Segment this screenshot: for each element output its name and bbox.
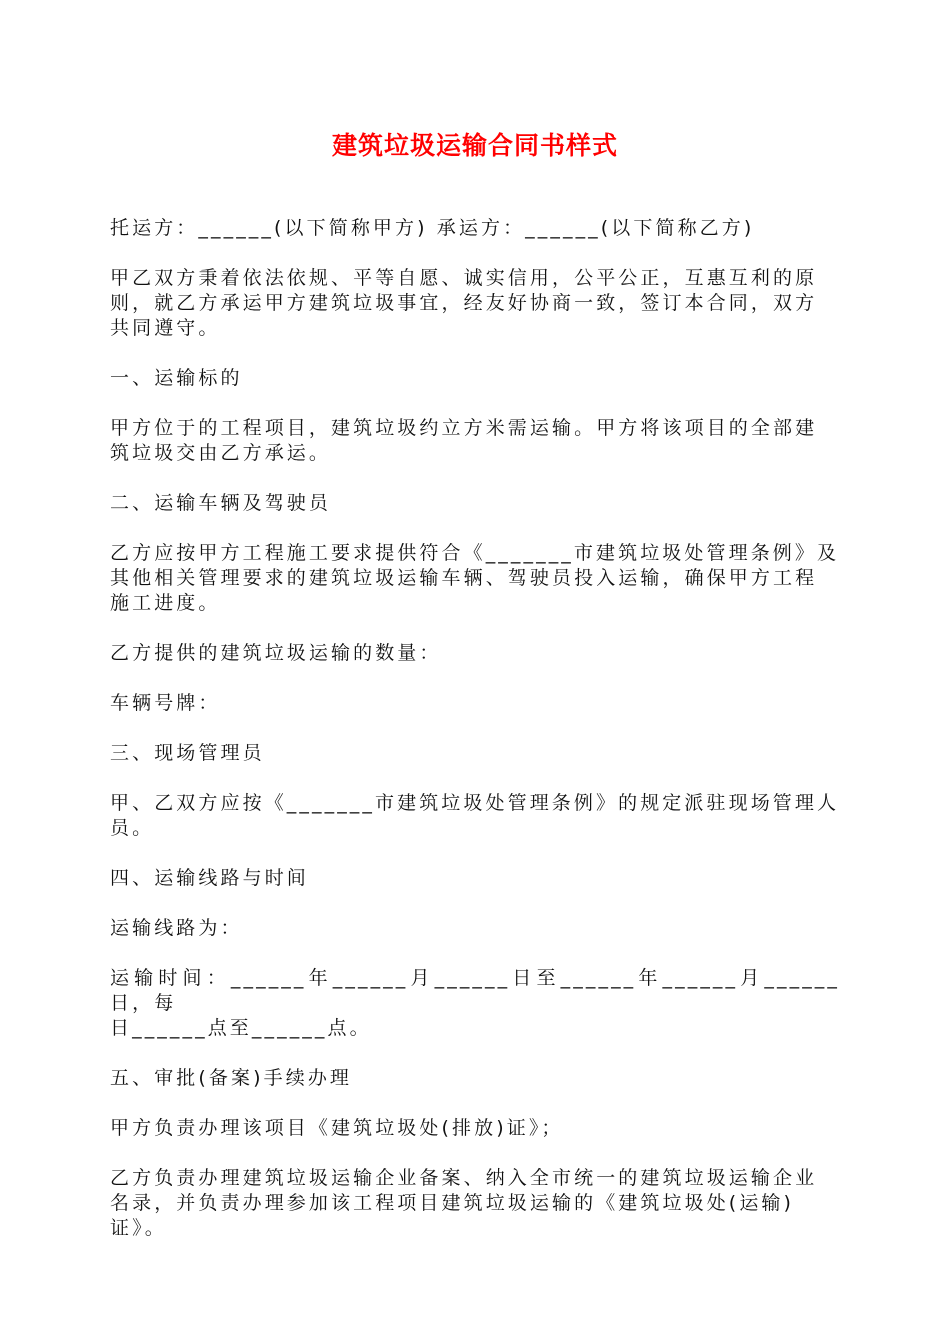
paragraph-line: 则，就乙方承运甲方建筑垃圾事宜，经友好协商一致，签订本合同，双方 <box>110 292 818 314</box>
paragraph-line: 筑垃圾交由乙方承运。 <box>110 442 332 464</box>
document-paragraph <box>110 416 840 466</box>
paragraph-line: 其他相关管理要求的建筑垃圾运输车辆、驾驶员投入运输，确保甲方工程 <box>110 567 818 589</box>
document-body <box>110 216 840 1266</box>
paragraph-line: 乙方负责办理建筑垃圾运输企业备案、纳入全市统一的建筑垃圾运输企业 <box>110 1167 818 1189</box>
paragraph-line: 二、运输车辆及驾驶员 <box>110 492 332 514</box>
document-paragraph <box>110 1066 840 1091</box>
document-paragraph <box>110 741 840 766</box>
document-paragraph <box>110 866 840 891</box>
paragraph-line: 五、审批(备案)手续办理 <box>110 1067 353 1089</box>
paragraph-line: 甲方位于的工程项目，建筑垃圾约立方米需运输。甲方将该项目的全部建 <box>110 417 818 439</box>
document-paragraph <box>110 266 840 341</box>
document-paragraph <box>110 691 840 716</box>
document-paragraph <box>110 1166 840 1241</box>
paragraph-line: 四、运输线路与时间 <box>110 867 309 889</box>
paragraph-line: 一、运输标的 <box>110 367 243 389</box>
paragraph-line: 日______点至______点。 <box>110 1017 372 1039</box>
document-paragraph <box>110 641 840 666</box>
document-paragraph <box>110 791 840 841</box>
paragraph-line: 甲、乙双方应按《_______市建筑垃圾处管理条例》的规定派驻现场管理人 <box>110 792 840 814</box>
document-title: 建筑垃圾运输合同书样式 <box>331 131 618 160</box>
paragraph-line: 甲方负责办理该项目《建筑垃圾处(排放)证》； <box>110 1117 564 1139</box>
document-paragraph <box>110 916 840 941</box>
paragraph-line: 运输时间：______年______月______日至______年______月______日，每 <box>110 967 840 1014</box>
document-paragraph <box>110 216 840 241</box>
paragraph-line: 三、现场管理员 <box>110 742 265 764</box>
paragraph-line: 车辆号牌： <box>110 692 221 714</box>
paragraph-line: 甲乙双方秉着依法依规、平等自愿、诚实信用，公平公正，互惠互利的原 <box>110 267 818 289</box>
paragraph-line: 乙方应按甲方工程施工要求提供符合《_______市建筑垃圾处管理条例》及 <box>110 542 840 564</box>
document-paragraph <box>110 1116 840 1141</box>
paragraph-line: 共同遵守。 <box>110 317 221 339</box>
document-paragraph <box>110 966 840 1041</box>
paragraph-line: 乙方提供的建筑垃圾运输的数量： <box>110 642 442 664</box>
document-paragraph <box>110 541 840 616</box>
document-paragraph <box>110 491 840 516</box>
paragraph-line: 员。 <box>110 817 155 839</box>
paragraph-line: 证》。 <box>110 1217 167 1239</box>
paragraph-line: 运输线路为： <box>110 917 243 939</box>
paragraph-line: 施工进度。 <box>110 592 221 614</box>
paragraph-line: 托运方：______(以下简称甲方) 承运方：______(以下简称乙方) <box>110 217 755 239</box>
document-paragraph <box>110 366 840 391</box>
paragraph-line: 名录，并负责办理参加该工程项目建筑垃圾运输的《建筑垃圾处(运输) <box>110 1192 795 1214</box>
